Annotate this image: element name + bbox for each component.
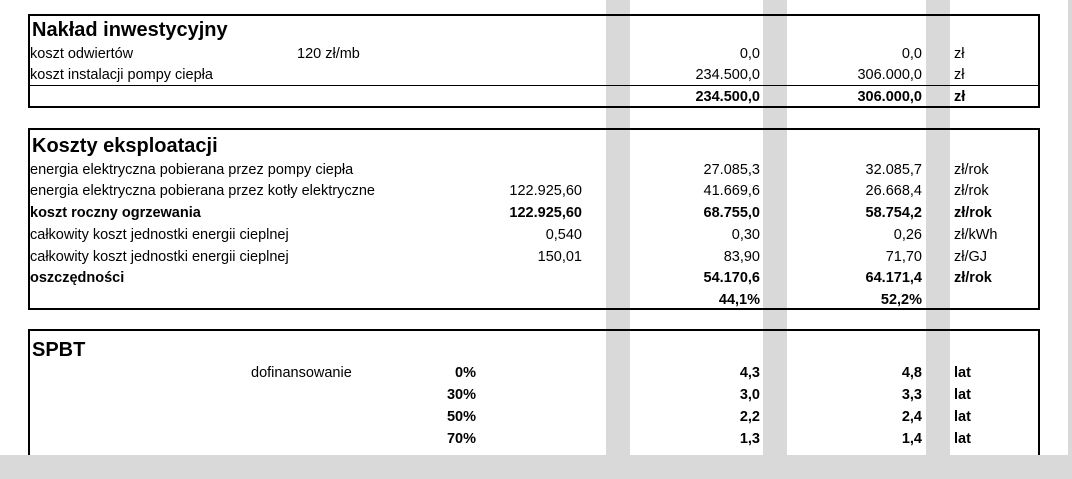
row-label: oszczędności [30,270,125,286]
border [28,14,1040,16]
border [1038,128,1040,310]
section-title: SPBT [32,339,86,361]
grey-column-stripe [926,0,950,455]
unit-cell: zł [954,89,966,105]
unit-cell: zł/GJ [954,249,988,265]
border [28,329,1040,331]
grey-bottom-band [0,455,1072,479]
value-cell: 32.085,7 [865,162,922,178]
value-cell: 54.170,6 [703,270,760,286]
row-label: energia elektryczna pobierana przez kotły elektryczne [30,183,375,199]
value-cell: 4,3 [739,365,760,381]
base-value: 122.925,60 [509,205,582,221]
value-cell: 234.500,0 [695,67,760,83]
value-cell: 83,90 [723,249,760,265]
value-cell: 3,3 [901,387,922,403]
row-label: energia elektryczna pobierana przez pompy ciepła [30,162,354,178]
section-title: Koszty eksploatacji [32,135,218,157]
unit-cell: lat [954,365,971,381]
total-value: 306.000,0 [857,89,922,105]
subsidy-label: dofinansowanie [251,365,352,381]
base-value: 0,540 [545,227,582,243]
unit-cell: zł/rok [954,205,992,221]
border [1038,14,1040,108]
row-label: całkowity koszt jednostki energii cieplnej [30,249,289,265]
value-cell: 68.755,0 [703,205,760,221]
row-label: całkowity koszt jednostki energii cieplnej [30,227,289,243]
unit-cell: zł/rok [954,183,989,199]
value-cell: 1,3 [739,431,760,447]
unit-cell: zł/kWh [954,227,998,243]
base-value: 122.925,60 [509,183,582,199]
value-cell: 0,30 [731,227,760,243]
unit-cell: zł/rok [954,270,992,286]
value-cell: 26.668,4 [865,183,922,199]
row-label: koszt roczny ogrzewania [30,205,201,221]
grey-right-band [1068,0,1072,479]
row-note: 120 zł/mb [297,46,360,62]
value-cell: 27.085,3 [703,162,760,178]
grey-column-stripe [763,0,787,455]
unit-cell: lat [954,387,971,403]
unit-cell: zł [954,46,965,62]
grey-column-stripe [606,0,630,455]
value-cell: 1,4 [901,431,922,447]
value-cell: 2,2 [739,409,760,425]
unit-cell: lat [954,409,971,425]
value-cell: 41.669,6 [703,183,760,199]
row-label: koszt odwiertów [30,46,134,62]
subsidy-percent: 50% [446,409,476,425]
value-cell: 0,0 [901,46,922,62]
section-title: Nakład inwestycyjny [32,19,228,41]
row-label: koszt instalacji pompy ciepła [30,67,213,83]
border [1038,329,1040,455]
percent-value: 52,2% [880,292,922,308]
value-cell: 306.000,0 [857,67,922,83]
value-cell: 4,8 [901,365,922,381]
value-cell: 2,4 [901,409,922,425]
value-cell: 3,0 [739,387,760,403]
subsidy-percent: 0% [455,365,476,381]
base-value: 150,01 [537,249,582,265]
value-cell: 58.754,2 [865,205,922,221]
unit-cell: zł [954,67,965,83]
value-cell: 0,0 [739,46,760,62]
value-cell: 64.171,4 [865,270,922,286]
total-value: 234.500,0 [695,89,760,105]
border [28,128,1040,130]
value-cell: 0,26 [893,227,922,243]
subsidy-percent: 30% [446,387,476,403]
unit-cell: zł/rok [954,162,989,178]
percent-value: 44,1% [718,292,760,308]
value-cell: 71,70 [885,249,922,265]
subsidy-percent: 70% [446,431,476,447]
border [28,329,30,455]
unit-cell: lat [954,431,971,447]
